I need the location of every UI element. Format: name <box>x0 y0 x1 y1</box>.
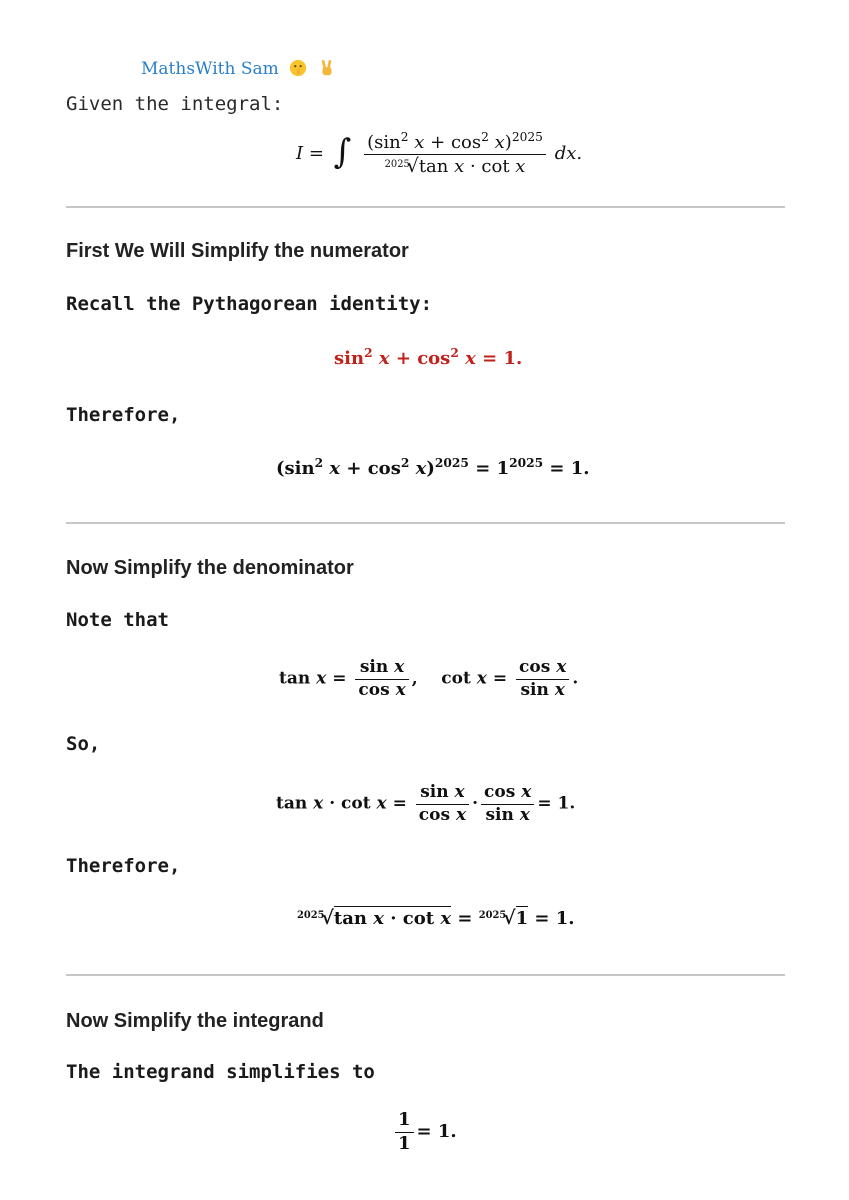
therefore-label-2: Therefore, <box>66 855 181 877</box>
one-over-one-fraction <box>395 1110 414 1154</box>
author-name: MathsWith Sam <box>141 59 279 79</box>
product-result: 1. <box>557 793 576 814</box>
root-result: 1. <box>555 908 575 929</box>
divider-3 <box>66 974 785 976</box>
shushing-face-icon <box>289 59 307 77</box>
tan-cot-definitions: tan x = $\frac{\text{sin x}}{\text{cos x}}$ , cot x = $\frac{\text{cos x}}{\text{sin x}}$ . <box>279 657 579 700</box>
divider-2 <box>66 522 785 524</box>
victory-hand-icon <box>318 59 336 77</box>
integrand-fraction: $\frac{(\sin^2 x + \cos^2 x)^{2025}}{^{2025}√\tan x \cdot \cot x}$ <box>364 130 546 178</box>
section-heading-denominator: Now Simplify the denominator <box>66 557 354 579</box>
pythagorean-identity: $\sin^2 x + \cos^2 x = 1$. <box>334 346 523 369</box>
root-index-2: 2025 <box>297 910 325 922</box>
integrand-final-result: 1. <box>437 1121 457 1143</box>
recall-label: Recall the Pythagorean identity: <box>66 293 433 315</box>
note-label: Note that <box>66 609 169 631</box>
numerator-result: 1. <box>570 458 590 479</box>
so-label: So, <box>66 733 101 755</box>
root-simplification: $^{2025}$√tan x · cot x = $^{2025}$√1 = 1. <box>297 907 575 929</box>
tan-cot-product: tan x · cot x = $\frac{\text{sin x}}{\text{cos x}}$ · $\frac{\text{cos x}}{\text{sin x}}$ = 1. <box>276 782 576 825</box>
identity-result: 1. <box>503 348 523 369</box>
section-heading-numerator: First We Will Simplify the numerator <box>66 240 409 262</box>
root-index: 2025 <box>384 158 410 170</box>
cos-sin-fraction: $\frac{\text{cos x}}{\text{sin x}}$ <box>481 783 534 825</box>
differential: dx. <box>554 143 583 164</box>
author-credit <box>141 59 336 79</box>
given-label: Given the integral: <box>66 93 284 115</box>
frac-denominator: 1 <box>398 1132 411 1154</box>
therefore-label-1: Therefore, <box>66 404 181 426</box>
numerator-power-2: 2025 <box>434 456 469 470</box>
frac-numerator: 1 <box>395 1110 414 1133</box>
given-integral: I = ∫ $\frac{(\sin^2 x + \cos^2 x)^{2025}}{^{2025}√\tan x \cdot \cot x}$ dx. <box>296 129 583 178</box>
integral-sign: ∫ <box>333 132 352 172</box>
integrand-label: The integrand simplifies to <box>66 1061 375 1083</box>
integrand-result: $\frac{1}{1}$ = 1. <box>392 1110 457 1154</box>
numerator-simplification: ($\sin^2$ $x + \cos^2 x)^{2025} = 1^{2025} = 1$. <box>276 456 590 479</box>
sin-cos-fraction: $\frac{\text{sin x}}{\text{cos x}}$ <box>416 783 469 825</box>
integral-variable: I <box>296 143 304 164</box>
section-heading-integrand: Now Simplify the integrand <box>66 1010 324 1032</box>
numerator-power: 2025 <box>511 129 543 144</box>
divider-1 <box>66 206 785 208</box>
tan-fraction: $\frac{\text{sin x}}{\text{cos x}}$ <box>355 658 408 700</box>
cot-fraction: $\frac{\text{cos x}}{\text{sin x}}$ <box>516 658 569 700</box>
